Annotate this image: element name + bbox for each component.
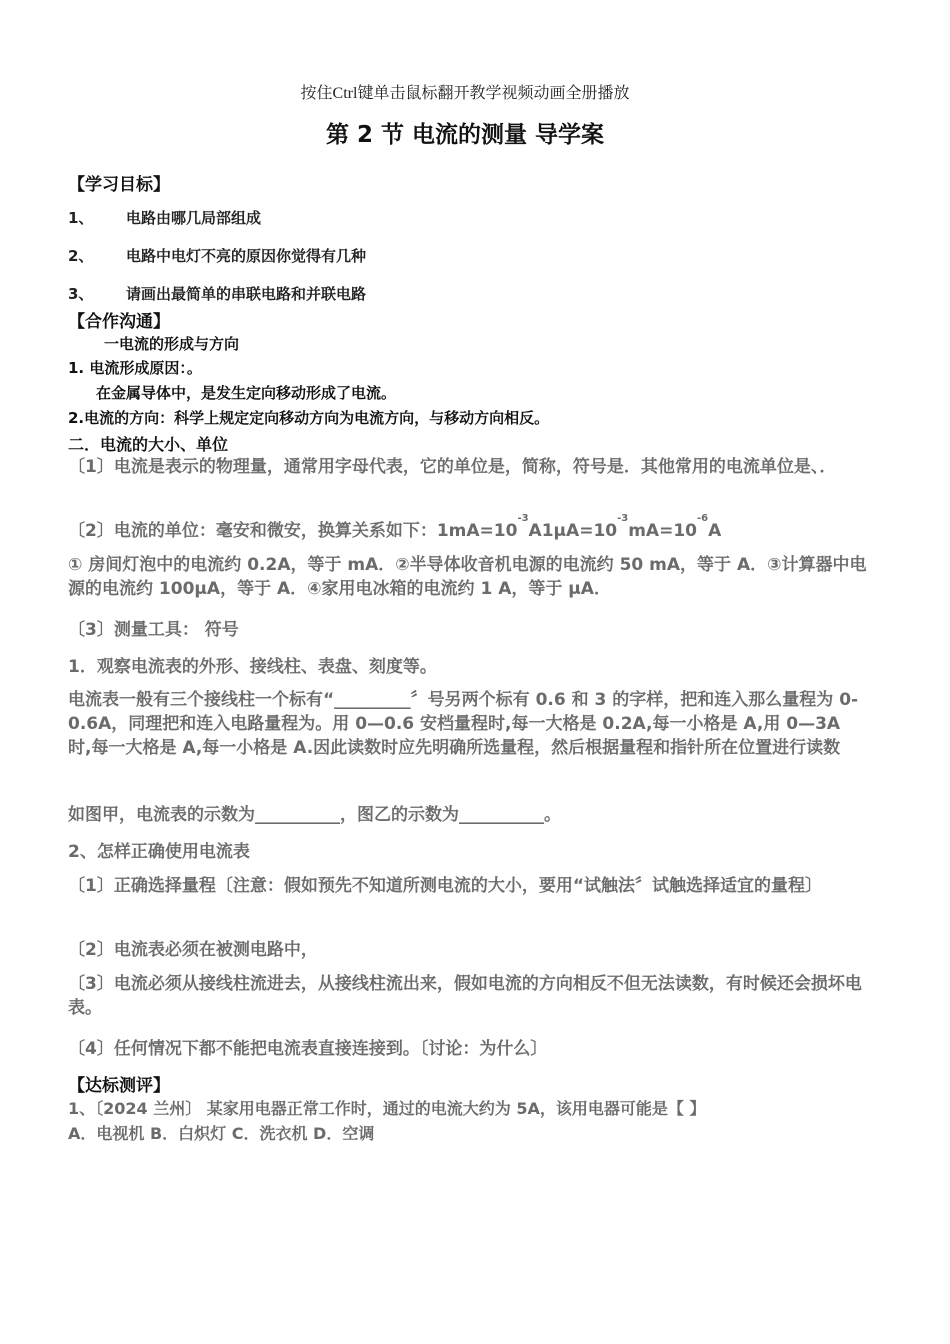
current-direction: 2.电流的方向：科学上规定定向移动方向为电流方向，与移动方向相反。 bbox=[68, 409, 550, 427]
q2-exponent-2: -3 bbox=[617, 513, 629, 524]
example-conversions: ① 房间灯泡中的电流约 0.2A，等于 mA．②半导体收音机电源的电流约 50 mA，等于 A．③计算器中电源的电流约 100μA，等于 A．④家用电冰箱的电流约 1 A，等于 μA． bbox=[68, 555, 867, 599]
question-3: 〔3〕测量工具： 符号 bbox=[68, 620, 239, 640]
rule-2: 〔2〕电流表必须在被测电路中， bbox=[68, 940, 318, 960]
subsection-formation: 一电流的形成与方向 bbox=[104, 335, 240, 353]
subsection-magnitude: 二．电流的大小、单位 bbox=[68, 435, 229, 454]
q2-prefix: 〔2〕电流的单位：毫安和微安，换算关系如下：1mA=10 bbox=[68, 521, 518, 541]
objective-text: 请画出最简单的串联电路和并联电路 bbox=[126, 285, 367, 303]
q2-exponent-3: -6 bbox=[697, 513, 709, 524]
q2-exponent-1: -3 bbox=[517, 513, 529, 524]
assessment-options: A．电视机 B．白炽灯 C．洗衣机 D．空调 bbox=[68, 1124, 375, 1143]
q2-mid-1: A1μA=10 bbox=[528, 521, 618, 541]
rule-4: 〔4〕任何情况下都不能把电流表直接连接到。〔讨论：为什么〕 bbox=[68, 1039, 548, 1059]
objective-item-2 bbox=[68, 245, 366, 266]
reading-question: 如图甲，电流表的示数为__________，图乙的示数为__________。 bbox=[68, 805, 561, 825]
formation-metal: 在金属导体中，是发生定向移动形成了电流。 bbox=[96, 384, 397, 402]
formation-cause: 1. 电流形成原因：。 bbox=[68, 359, 202, 377]
assessment-question-1: 1、〔2024 兰州〕 某家用电器正常工作时，通过的电流大约为 5A，该用电器可能是【 】 bbox=[68, 1099, 706, 1118]
objectives-heading: 【学习目标】 bbox=[68, 175, 170, 195]
observe-ammeter: 1．观察电流表的外形、接线柱、表盘、刻度等。 bbox=[68, 657, 437, 677]
question-2 bbox=[68, 513, 722, 541]
q2-suffix: A bbox=[708, 521, 722, 541]
objective-text: 电路由哪几局部组成 bbox=[126, 209, 262, 227]
objective-number: 1、 bbox=[68, 209, 94, 227]
question-1: 〔1〕电流是表示的物理量，通常用字母代表，它的单位是，简称，符号是．其他常用的电流单位是、． bbox=[68, 457, 837, 477]
objective-item-3 bbox=[68, 283, 366, 304]
objective-number: 3、 bbox=[68, 285, 94, 303]
page-title: 第 2 节 电流的测量 导学案 bbox=[325, 122, 605, 148]
rule-3: 〔3〕电流必须从接线柱流进去，从接线柱流出来，假如电流的方向相反不但无法读数，有时候还会损坏电表。 bbox=[68, 974, 862, 1018]
rule-1: 〔1〕正确选择量程〔注意：假如预先不知道所测电流的大小，要用“试触法〞试触选择适宜的量程〕 bbox=[68, 876, 822, 896]
objective-number: 2、 bbox=[68, 247, 94, 265]
ammeter-description: 电流表一般有三个接线柱一个标有“_________〞号另两个标有 0.6 和 3 的字样，把和连入那么量程为 0-0.6A，同理把和连入电路量程为。用 0—0.6 安档量程时,每一大格是 0.2A,每一小格是 A,用 0—3A 时,每一大格是 A,每一小格是 A.因此读数时应先明确所选量程，然后根据量程和指针所在位置进行读数 bbox=[68, 690, 859, 758]
assessment-heading: 【达标测评】 bbox=[68, 1076, 170, 1096]
header-hint[interactable]: 按住Ctrl键单击鼠标翻开教学视频动画全册播放 bbox=[300, 85, 630, 102]
objective-text: 电路中电灯不亮的原因你觉得有几种 bbox=[126, 247, 367, 265]
cooperation-heading: 【合作沟通】 bbox=[68, 312, 170, 332]
objective-item-1 bbox=[68, 207, 261, 228]
q2-mid-2: mA=10 bbox=[628, 521, 697, 541]
how-to-use-heading: 2、怎样正确使用电流表 bbox=[68, 842, 250, 862]
